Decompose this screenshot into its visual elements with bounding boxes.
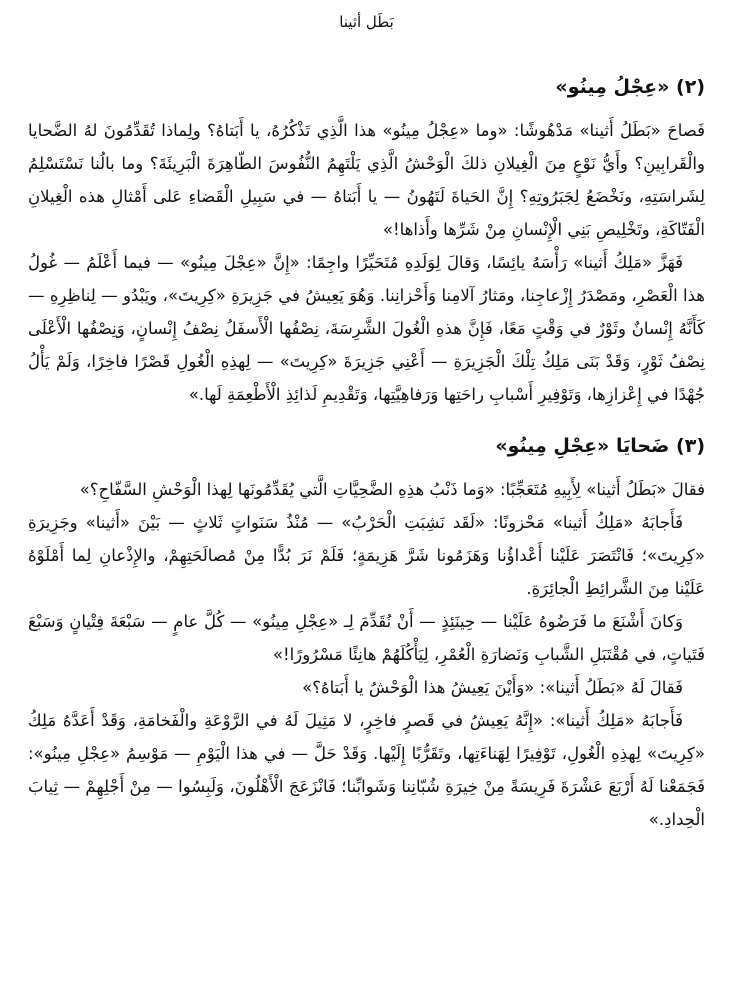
section-title-calf-of-minos: (٢) «عِجْلُ مِينُو» [555, 76, 705, 98]
paragraph: وَكانَ أَشْنَعَ ما فَرَضُوهُ عَلَيْنا — حِينَئِذٍ — أَنْ نُقَدِّمَ لِـ «عِجْلِ مِينُو» — كُلَّ عامٍ — سَبْعَةَ فِتْيانٍ وَسَبْعَ فَتَياتٍ، في مُقْتَبَلِ الشَّبابِ وَنَضارَةِ الْعُمْرِ، لِيَأْكُلَهُمْ هانِئًا مَسْرُورًا!» [28, 612, 705, 664]
paragraph: فقالَ «بَطَلُ أَثينا» لِأَبِيهِ مُتَعَجِّبًا: «وَما ذَنْبُ هذِهِ الضَّحِيَّاتِ الَّتي يُقَدِّمُونَها لِهذا الْوَحْشِ السَّفّاحِ؟» [79, 480, 705, 499]
paragraph: فَهَزَّ «مَلِكُ أَثينا» رَأْسَهُ يائِسًا، وَقالَ لِوَلَدِهِ مُتَحَيِّرًا واجِمًا: «إِنَّ «عِجْلَ مِينُو» — فيما أَعْلَمُ — غُولُ هذا الْعَصْرِ، ومَصْدَرُ إِزْعاجِنا، ومَثارُ آلامِنا وَأَحْزانِنا. وَهُوَ يَعِيشُ في جَزِيرَةِ «كِرِيتَ»، ويَبْدُو — لِناظِرِهِ — كَأَنَّهُ إِنْسانٌ وثَوْرٌ في وَقْتٍ مَعًا، فَإِنَّ هذهِ الْغُولَ الشَّرِسَةَ، نِصْفُها الْأَسفَلُ نِصْفُ إِنْسانٍ، وَنِصْفُها الْأَعْلَى نِصْفُ ثَوْرٍ، وَقَدْ بَنَى مَلِكُ تِلْكَ الْجَزِيرَةِ — أَعْنِي جَزِيرَةَ «كِرِيتَ» — لِهذِهِ الْغُولِ قَصْرًا فاخِرًا، وَلَمْ يَأْلُ جُهْدًا في إِعْزازِها، وَتَوْفِيرِ أَسْبابِ راحَتِها وَرَفاهِيَّتِها، وَتَقْدِيمِ لَذائِذِ الْأَطْعِمَةِ لَها.» [28, 253, 705, 404]
paragraph: فَقالَ لَهُ «بَطَلُ أَثينا»: «وَأَيْنَ يَعِيشُ هذا الْوَحْشُ يا أَبَتاهُ؟» [302, 678, 683, 697]
section-title-victims-of-minos-calf: (٣) ضَحايَا «عِجْلِ مِينُو» [495, 435, 705, 457]
paragraph: فَأَجابَهُ «مَلِكُ أَثينا» مَحْزونًا: «لَقَد نَشِبَتِ الْحَرْبُ» — مُنْذُ سَنَواتٍ ثَلاثٍ — بَيْنَ «أَثينا» وجَزِيرَةِ «كِرِيتَ»؛ فَانْتَصَرَ عَلَيْنا أَعْداؤُنا وَهَزَمُونا شَرَّ هَزِيمَةٍ؛ فَلَمْ نَرَ بُدًّا مِنْ مُصالَحَتِهِمْ، والإِذْعانِ لِما أَمْلَوْهُ عَلَيْنا مِنَ الشَّرائِطِ الْجائِرَةِ. [28, 513, 705, 598]
running-header: بَطَل أثينا [339, 13, 394, 31]
paragraph: فَأَجابَهُ «مَلِكُ أَثينا»: «إِنَّهُ يَعِيشُ في قَصرٍ فاخِرٍ، لا مَثِيلَ لَهُ في الرَّوْعَةِ والْفَخامَةِ، وَقَدْ أَعَدَّهُ مَلِكُ «كِرِيتَ» لِهذِهِ الْغُولِ، تَوْفِيرًا لِهَناءَتِها، وتَقَرُّبًا إِلَيْها. وَقَدْ حَلَّ — في هذا الْيَوْمِ — مَوْسِمُ «عِجْلِ مِينُو»: فَجَمَعْنا لَهُ أَرْبَعَ عَشْرَةَ فَرِيسَةً مِنْ خِيرَةِ شُبّانِنا وَشَوابِّنا؛ فَانْزَعَجَ الْأَهْلُونَ، وَلَبِسُوا — مِنْ أَجْلِهِمْ — ثِيابَ الْحِدادِ.» [28, 711, 705, 829]
paragraph: فَصاحَ «بَطَلُ أَثينا» مَدْهُوشًا: «وما «عِجْلُ مِينُو» هذا الَّذِي تَذْكُرُهُ، يا أَبَتاهُ؟ ولِماذا تُقَدِّمُونَ لهُ الضَّحايا والْقَرابِينِ؟ وأَيُّ نَوْعٍ مِنَ الْغِيلانِ ذلكَ الْوَحْشُ الَّذِي يَلْتَهِمُ النُّفُوسَ الطّاهِرَةَ الْبَرِيئَةَ؟ وما بالُنا نَسْتَسْلِمُ لِشَراسَتِهِ، ونَخْضَعُ لِجَبَرُوتِهِ؟ إِنَّ الحَياةَ لَتَهُونُ — يا أَبَتاهُ — في سَبِيلِ الْقَضاءِ عَلى أَمْثالِ هذه الْغِيلانِ الْفَتّاكَةِ، وتَخْلِيصِ بَنِي الْإِنْسانِ مِنْ شَرِّها وأَذاها!» [28, 121, 705, 239]
